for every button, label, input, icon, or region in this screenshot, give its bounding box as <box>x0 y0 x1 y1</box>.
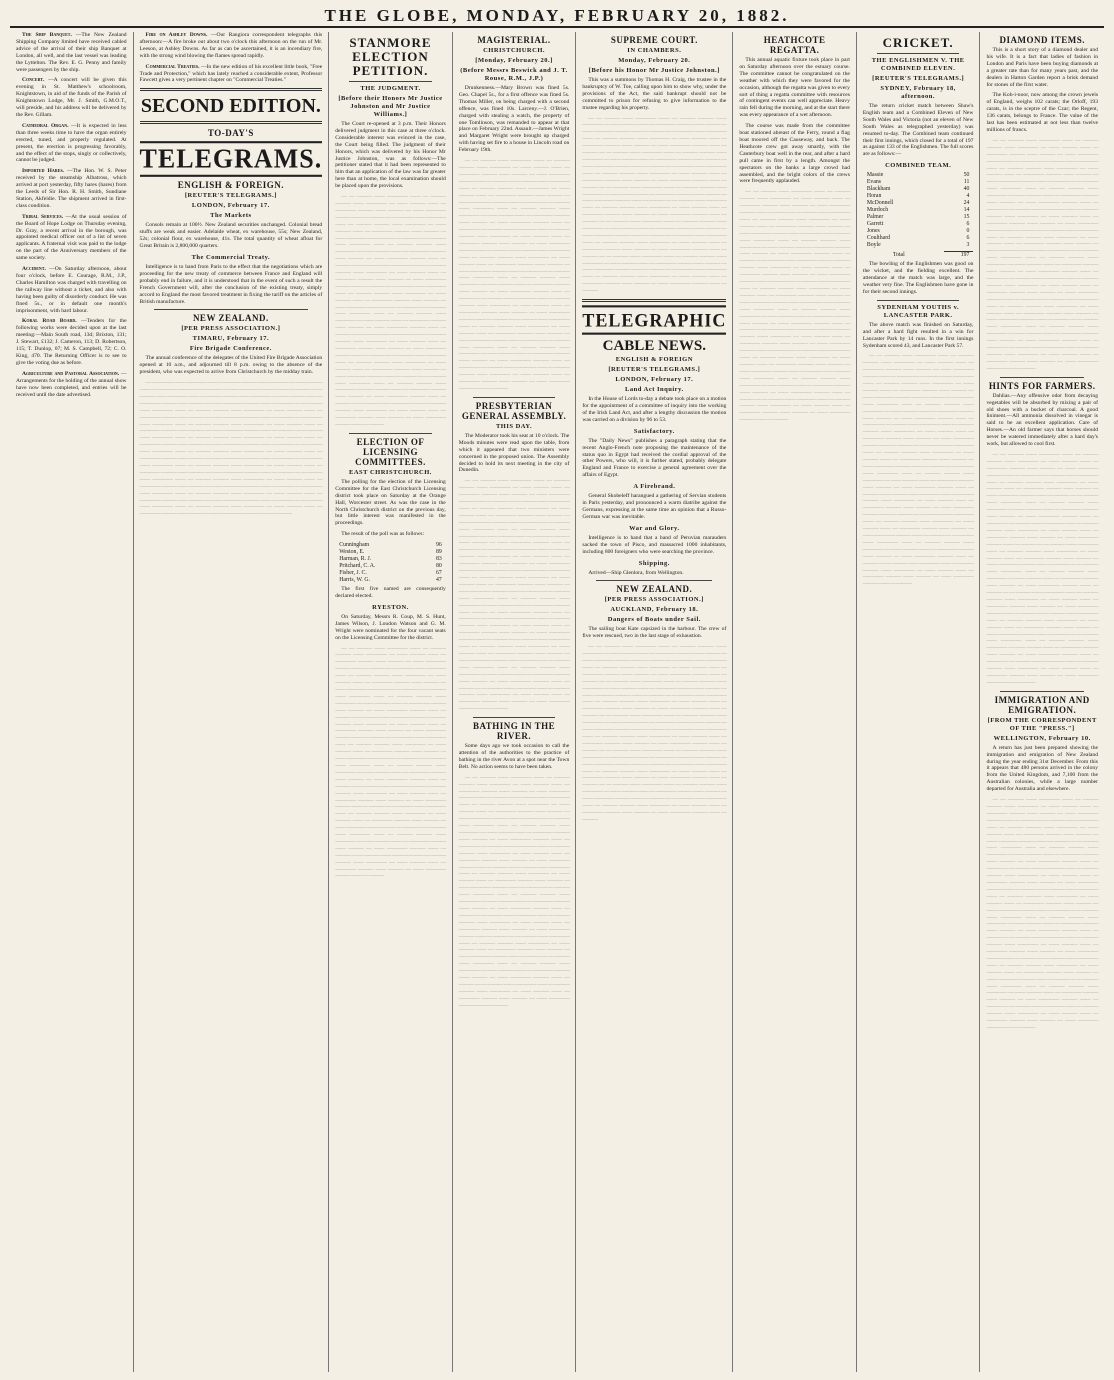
court-date: [Monday, February 20.] <box>475 57 553 64</box>
bathing-text: Some days ago we took occasion to call the attention of the authorities to the practice of bathing in the river Avon at a spot near the Town Belt. No action seems to have been taken. <box>458 743 570 770</box>
article-lead: Fire on Ashley Downs. <box>145 32 208 38</box>
sc-text: This was a summons by Thomas H. Craig, the trustee in the bankruptcy of W. Toe, calling upon him to show why, under the provisions of the Act, the said bankrupt should not be committed to prison for refusing to give information to the trustee regarding his property. <box>582 77 727 111</box>
cable-news-heading: CABLE NEWS. <box>602 338 706 355</box>
col1-article <box>16 318 127 366</box>
table-row <box>863 221 974 228</box>
filler-text: — — ——— —— ———— —— — ——— ——— —— ———— — —— ——— —— — ———— ——— —— ——— — —— ———— ——— —— — ——— — — ——— —— ———— —— — ——— ——— —— ———— — —— ——— —— — ———— ——— —— ——— — —— ———— ——— —— — ——— — — ——— —— ———— —— — ——— ——— —— ———— — —— ——— —— — ———— ——— —— ——— — —— ———— ——— —— — ——— — — ——— —— ———— —— — ——— ——— —— ———— — —— ——— —— — ———— ——— —— ——— — —— ———— ——— —— — ——— — — ——— —— ———— —— — ——— ——— —— ———— — —— ——— —— — ———— ——— —— ——— — —— ———— ——— —— — ——— — — ——— —— ———— —— — ——— ——— —— ———— — —— ——— —— — ———— ——— —— ——— — —— ———— ——— —— — ——— — — ——— —— ———— —— — ——— ——— —— ———— — —— ——— —— — ———— ——— —— ——— — —— ———— ——— —— — ——— — — ——— —— ———— —— — ——— ——— —— ———— — —— ——— —— — ———— ——— —— ——— — —— ———— ——— —— — ——— — — ——— —— ———— —— — ——— ——— —— ———— — —— ——— —— — ———— ——— —— ——— — —— ———— ——— —— — ——— — — ——— —— ———— —— — ——— ——— —— ———— — —— ——— —— — ———— ——— —— ——— — —— ———— ——— —— — ——— <box>458 478 570 713</box>
row-value: 6 <box>966 235 970 242</box>
east-chch-heading: EAST CHRISTCHURCH. <box>349 468 432 476</box>
sc-judge: [Before his Honor Mr Justice Johnston.] <box>588 67 720 74</box>
row-name: Pritchard, C. A. <box>339 563 376 570</box>
table-row <box>863 235 974 242</box>
press-credit-2: [PER PRESS ASSOCIATION.] <box>604 596 704 604</box>
table-row <box>863 172 974 179</box>
row-value: 47 <box>435 577 442 584</box>
sc-date: Monday, February 20. <box>618 57 691 64</box>
col1-article <box>16 214 127 262</box>
row-value: 3 <box>966 242 970 249</box>
war-heading: War and Glory. <box>629 524 680 532</box>
dangers-text: The sailing boat Kate capsized in the harbour. The crew of five were rescued, two in the last stage of exhaustion. <box>582 626 727 640</box>
eng-foreign-heading: ENGLISH & FOREIGN <box>615 356 693 364</box>
presbyterian-heading: PRESBYTERIAN GENERAL ASSEMBLY. <box>461 400 567 421</box>
stanmore-heading: STANMORE ELECTION PETITION. <box>349 35 432 78</box>
row-value: 0 <box>966 228 970 235</box>
table-row <box>863 200 974 207</box>
diamond-text: This is a short story of a diamond dealer and his wife. It is a fact that ladies of fashion in London and Paris have been buying diamonds at a greater rate than for many years past, and the dealers in Hatton Garden report a brisk demand for stones of the first water. <box>986 47 1098 88</box>
article-lead: Koral Road Board. <box>22 318 77 325</box>
sydenham-text: The above match was finished on Saturday, and after a hard fight resulted in a win for Lancaster Park by 14 runs. In the first innings Sydenham scored 43, and Lancaster Park 57. <box>862 321 974 349</box>
article-body: —In the new edition of his excellent little book, "Free Trade and Protection," which has lately reached a considerable extent, Professor Fawcett gives a very pertinent chapter on "Commercial Treaties." <box>139 63 323 84</box>
result-tail: The first five named are consequently declared elected. <box>335 586 446 600</box>
article-lead: Agriculture and Pastoral Association. <box>22 370 120 377</box>
firebrand-heading: A Firebrand. <box>633 483 676 491</box>
table-row <box>863 193 974 200</box>
diamond-heading: DIAMOND ITEMS. <box>999 35 1085 45</box>
sydney-dateline: SYDNEY, February 18, afternoon. <box>880 85 956 100</box>
ryston-heading: RYESTON. <box>372 603 409 611</box>
fire-conference-heading: Fire Brigade Conference. <box>189 345 272 353</box>
row-value: 6 <box>966 221 970 228</box>
table-row <box>863 242 974 249</box>
article-body: —At the usual session of the Board of Hope Lodge on Thursday evening, Dr. Gray, a recent arrival in the borough, was appointed medical officer out of a list of seven applicants. A fraternal visit was paid to the lodge on the part of the Anniversary members of the same society. <box>16 213 127 262</box>
judgment-heading: THE JUDGMENT. <box>360 85 421 92</box>
row-name: Coulthard <box>866 235 891 242</box>
column-5 <box>576 32 733 1372</box>
col1-article <box>16 266 127 314</box>
table-row <box>335 570 446 577</box>
table-row <box>335 577 446 584</box>
table-row <box>863 214 974 221</box>
magisterial-text: Drunkenness.—Mary Brown was fined 5s. Geo. Chapel 5s., for a first offence was fined 5s. Thomas Miller, on being charged with a second offence, was fined 10s. Larceny.—J. O'Brien, charged with stealing a watch, the property of one Tomlinson, was remanded to appear at that place on February 22nd. Assault.—James Wright and Margaret Wright were brought up charged with having set fire to a house in Lincoln road on February 19th. <box>458 85 570 154</box>
filler-text: — — ——— —— ———— —— — ——— ——— —— ———— — —— ——— —— — ———— ——— —— ——— — —— ———— ——— —— — ——— — — ——— —— ———— —— — ——— ——— —— ———— — —— ——— —— — ———— ——— —— ——— — —— ———— ——— —— — ——— — — ——— —— ———— —— — ——— ——— —— ———— — —— ——— —— — ———— ——— —— ——— — —— ———— ——— —— — ——— — — ——— —— ———— —— — ——— ——— —— ———— — —— ——— —— — ———— ——— —— ——— — —— ———— ——— —— — ——— — — ——— —— ———— —— — ——— ——— —— ———— — —— ——— —— — ———— ——— —— ——— — —— ———— ——— —— — ——— — — ——— —— ———— —— — ——— ——— —— ———— — —— ——— —— — ———— ——— —— ——— — —— ———— ——— —— — ——— — — ——— —— ———— —— — ——— ——— —— ———— — —— ——— —— — ———— ——— —— ——— — —— ———— ——— —— — ——— — — ——— —— ———— —— — ——— ——— —— ———— — —— ——— —— — ———— ——— —— ——— — —— ———— ——— —— — ——— — — ——— —— ———— —— — ——— ——— —— ———— — —— ——— —— — ———— ——— —— ——— — —— ———— ——— —— — ——— — — ——— —— ———— —— — ——— ——— —— ———— — —— ——— —— — ———— ——— —— ——— — —— ———— ——— —— — ——— <box>458 774 570 1009</box>
table-row <box>863 228 974 235</box>
col2-article <box>140 64 323 85</box>
article-body: —Our Rangiora correspondent telegraphs this afternoon:—A fire broke out about two o'clock this afternoon on the run of Mr. Leeson, at Ashley Downs. As far as can be ascertained, it is an incendiary fire, with the strong wind blowing the flames spread rapidly. <box>139 32 323 59</box>
london-dateline-2: LONDON, February 17. <box>615 376 694 384</box>
regatta-text: This annual aquatic fixture took place in part on Saturday afternoon over the estuary course. The committee cannot be congratulated on the weather with which they were favored for the occasion, although the regatta was given to every sort of thing a regatta committee with resources of contingent events can well appreciate. Heavy rain fell during the morning, and at the start there was every appearance of a wet afternoon. <box>739 57 850 119</box>
col2-article <box>140 32 323 60</box>
table-row <box>335 549 446 556</box>
markets-heading: The Markets <box>210 212 252 220</box>
row-value: 80 <box>435 563 442 570</box>
article-body: —Tenders for the following works were decided upon at the last meeting:—Main South road, 13d; Brixton, 131; J. Stewart, £132; J. Cameron, 113; D. Robertson, 115; T. Dunlop, 07; M. S. Campbell, 72; C. O. King, 470. The Returning Officer is to see to give the voting due as before. <box>16 318 127 366</box>
licensing-heading: ELECTION OF LICENSING COMMITTEES. <box>355 436 426 467</box>
article-lead: Cathedral Organ. <box>22 122 69 129</box>
filler-text: — — ——— —— ———— —— — ——— ——— —— ———— — —— ——— —— — ———— ——— —— ——— — —— ———— ——— —— — ——— — — ——— —— ———— —— — ——— ——— —— ———— — —— ——— —— — ———— ——— —— ——— — —— ———— ——— —— — ——— — — ——— —— ———— —— — ——— ——— —— ———— — —— ——— —— — ———— ——— —— ——— — —— ———— ——— —— — ——— — — ——— —— ———— —— — ——— ——— —— ———— — —— ——— —— — ———— ——— —— ——— — —— ———— ——— —— — ——— — — ——— —— ———— —— — ——— ——— —— ———— — —— ——— —— — ———— ——— —— ——— — —— ———— ——— —— — ——— — — ——— —— ———— —— — ——— ——— —— ———— — —— ——— —— — ———— ——— —— ——— — —— ———— ——— —— — ——— — — ——— —— ———— —— — ——— ——— —— ———— — —— ——— —— — ———— ——— —— ——— — —— ———— ——— —— — ——— — — ——— —— ———— —— — ——— ——— —— ———— — —— ——— —— — ———— ——— —— ——— — —— ———— ——— —— — ——— — — ——— —— ———— —— — ——— ——— —— ———— — —— ——— —— — ———— ——— —— ——— — —— ———— ——— —— — ——— — — ——— —— ———— —— — ——— ——— —— ———— — —— ——— —— — ———— ——— —— ——— — —— ———— ——— —— — ——— <box>335 194 446 428</box>
masthead-title: THE GLOBE, MONDAY, FEBRUARY 20, 1882. <box>324 6 790 25</box>
treaty-heading: The Commercial Treaty. <box>191 253 271 261</box>
shipping-text: Arrived—Ship Glenlora, from Wellington. <box>588 569 684 576</box>
licensing-text: The polling for the election of the Licensing Committee for the East Christchurch Licensing district took place on Saturday at the Orange Hall, Worcester street. As was the case in the North Christchurch district on the previous day, but little interest was manifested in the proceedings. <box>335 478 446 527</box>
row-value: 89 <box>435 549 442 556</box>
cricket-subheading: THE ENGLISHMEN V. THE COMBINED ELEVEN. <box>871 57 965 72</box>
land-act-text: In the House of Lords to-day a debate took place on a motion for the appointment of a committee of inquiry into the working of the Irish Land Act, and after a lengthy discussion the motion was carried on a division by 96 to 53. <box>582 396 727 423</box>
presbyterian-text: The Moderator took his seat at 10 o'clock. The Moods minutes were read upon the table, from which it appeared that two ministers were concerned in the proposed union. The Assembly decided to hold its next meeting in the city of Dunedin. <box>458 432 570 474</box>
team-heading: COMBINED TEAM. <box>885 162 952 170</box>
column-2 <box>134 32 330 1372</box>
column-1 <box>10 32 134 1372</box>
nz-heading: NEW ZEALAND. <box>192 313 269 324</box>
row-value: 14 <box>963 207 970 214</box>
row-value: 4 <box>966 193 970 200</box>
telegraphic-heading: TELEGRAPHIC <box>582 305 726 334</box>
row-name: Boyle <box>866 242 881 249</box>
nz-heading-2: NEW ZEALAND. <box>616 584 693 595</box>
article-body: —A concert will be given this evening in St. Matthew's schoolroom, Knightstown, in aid of the funds of the Parish of Knightstown Lodge, Mr. J. Smith, G.M.O.T., will preside, and his address will be delivered by the Rev. Gillam. <box>16 77 127 118</box>
table-row <box>863 207 974 214</box>
filler-text: — — ——— —— ———— —— — ——— ——— —— ———— — —— ——— —— — ———— ——— —— ——— — —— ———— ——— —— — ——— — — ——— —— ———— —— — ——— ——— —— ———— — —— ——— —— — ———— ——— —— ——— — —— ———— ——— —— — ——— — — ——— —— ———— —— — ——— ——— —— ———— — —— ——— —— — ———— ——— —— ——— — —— ———— ——— —— — ——— — — ——— —— ———— —— — ——— ——— —— ———— — —— ——— —— — ———— ——— —— ——— — —— ———— ——— —— — ——— — — ——— —— ———— —— — ——— ——— —— ———— — —— ——— —— — ———— ——— —— ——— — —— ———— ——— —— — ——— — — ——— —— ———— —— — ——— ——— —— ———— — —— ——— —— — ———— ——— —— ——— — —— ———— ——— —— — ——— — — ——— —— ———— —— — ——— ——— —— ———— — —— ——— —— — ———— ——— —— ——— — —— ———— ——— —— — ——— — — ——— —— ———— —— — ——— ——— —— ———— — —— ——— —— — ———— ——— —— ——— — —— ———— ——— —— — ——— — — ——— —— ———— —— — ——— ——— —— ———— — —— ——— —— — ———— ——— —— ——— — —— ———— ——— —— — ——— — — ——— —— ———— —— — ——— ——— —— ———— — —— ——— —— — ———— ——— —— ——— — —— ———— ——— —— — ——— <box>458 158 570 392</box>
result-head: The result of the poll was as follows: <box>341 531 425 538</box>
satisfactory-text: The "Daily News" publishes a paragraph stating that the recent Anglo-French note proposing the maintenance of the status quo in Egypt had received the cordial approval of the other Powers, who will, it is further stated, probably delegate England and France to exercise a general agreement over the affairs of Egypt. <box>582 437 727 479</box>
auckland-dateline: AUCKLAND, February 18. <box>610 606 699 614</box>
row-name: Murdoch <box>866 207 889 214</box>
article-lead: Commercial Treaties. <box>145 63 200 70</box>
col1-article <box>16 168 127 209</box>
row-name: Cunningham <box>339 542 370 549</box>
licensing-results-table <box>335 542 446 584</box>
timaru-dateline: TIMARU, February 17. <box>192 335 270 343</box>
reuters-credit-2: [REUTER'S TELEGRAMS.] <box>608 366 701 374</box>
regatta-more: The course was made from the committee boat stationed abreast of the Ferry, round a flag boat moored off the Causeway, and back. The Heathcote crew got away smartly, with the Canterbury boat well in the rear, and after a hard pull came in first by a length. Amongst the spectators on the banks a large crowd had assembled, and the bright colors of the crews were frequently applauded. <box>739 123 850 185</box>
chambers-heading: IN CHAMBERS. <box>627 47 682 54</box>
immigration-text: A return has just been prepared showing the immigration and emigration of New Zealand during the year ending 31st December. From this it appears that 480 persons arrived in the colony from the United Kingdom, and 7,100 from the Australian colonies, while a large number departed for Australia and elsewhere. <box>986 744 1098 793</box>
judges-line: [Before their Honors Mr Justice Johnston and Mr Justice Williams.] <box>338 95 443 118</box>
row-value: 50 <box>963 172 970 179</box>
total-value: 197 <box>944 252 974 260</box>
article-body: —On Saturday afternoon, about four o'clock, before E. Courage, R.M., J.P., Charles Hamilton was charged with travelling on the railway line without a ticket, and also with having been guilty of disorderly conduct. He was fined 5s., or in default one month's imprisonment, with hard labour. <box>16 266 127 314</box>
chch-heading: CHRISTCHURCH. <box>483 47 545 54</box>
immigration-sub: [FROM THE CORRESPONDENT OF THE "PRESS."] <box>987 716 1097 732</box>
land-act-heading: Land Act Inquiry. <box>625 386 684 394</box>
cricket-text: The return cricket match between Shaw's English team and a Combined Eleven of New South Wales and Victoria (not an eleven of New South Wales as telegraphed yesterday) was resumed to-day. The Combined team continued their first innings, which closed for a total of 197 as against 133 of the Englishmen. The full scores are as follows:— <box>862 103 974 158</box>
filler-text: — — ——— —— ———— —— — ——— ——— —— ———— — —— ——— —— — ———— ——— —— ——— — —— ———— ——— —— — ——— — — ——— —— ———— —— — ——— ——— —— ———— — —— ——— —— — ———— ——— —— ——— — —— ———— ——— —— — ——— — — ——— —— ———— —— — ——— ——— —— ———— — —— ——— —— — ———— ——— —— ——— — —— ———— ——— —— — ——— — — ——— —— ———— —— — ——— ——— —— ———— — —— ——— —— — ———— ——— —— ——— — —— ———— ——— —— — ——— — — ——— —— ———— —— — ——— ——— —— ———— — —— ——— —— — ———— ——— —— ——— — —— ———— ——— —— — ——— — — ——— —— ———— —— — ——— ——— —— ———— — —— ——— —— — ———— ——— —— ——— — —— ———— ——— —— — ——— — — ——— —— ———— —— — ——— ——— —— ———— — —— ——— —— — ———— ——— —— ——— — —— ———— ——— —— — ——— — — ——— —— ———— —— — ——— ——— —— ———— — —— ——— —— — ———— ——— —— ——— — —— ———— ——— —— — ——— — — ——— —— ———— —— — ——— ——— —— ———— — —— ——— —— — ———— ——— —— ——— — —— ———— ——— —— — ——— — — ——— —— ———— —— — ——— ——— —— ———— — —— ——— —— — ———— ——— —— ——— — —— ———— ——— —— — ——— <box>986 797 1098 1031</box>
column-3 <box>329 32 453 1372</box>
judgment-text: The Court re-opened at 3 p.m. Their Honors delivered judgment in this case at three o'clock. Considerable interest was evinced in the case, the Court being filled. The judgment of their Honors, which was delivered by his Honor Mr Justice Johnston, was as follows:—The petitioner stated that it had been represented to him that an application of the law was far greater here than at home, the local examination should be placed upon the provisions. <box>335 121 446 190</box>
cricket-total <box>863 251 974 259</box>
shipping-heading: Shipping. <box>638 559 670 567</box>
col1-article <box>16 77 127 118</box>
treaty-text: Intelligence is to hand from Paris to the effect that the negotiations which are proceeding for the new treaty of commerce between France and England will probably end in failure, and it is understood that in the event of such a result the French Government will, after the conclusion of the existing treaty, simply accord to England the most favored treatment in fixing the tariff on the articles of British manufacture. <box>139 263 323 305</box>
filler-text: — — ——— —— ———— —— — ——— ——— —— ———— — —— ——— —— — ———— ——— —— ——— — —— ———— ——— —— — ——— — — ——— —— ———— —— — ——— ——— —— ———— — —— ——— —— — ———— ——— —— ——— — —— ———— ——— —— — ——— — — ——— —— ———— —— — ——— ——— —— ———— — —— ——— —— — ———— ——— —— ——— — —— ———— ——— —— — ——— — — ——— —— ———— —— — ——— ——— —— ———— — —— ——— —— — ———— ——— —— ——— — —— ———— ——— —— — ——— — — ——— —— ———— —— — ——— ——— —— ———— — —— ——— —— — ———— ——— —— ——— — —— ———— ——— —— — ——— — — ——— —— ———— —— — ——— ——— —— ———— — —— ——— —— — ———— ——— —— ——— — —— ———— ——— —— — ——— — — ——— —— ———— —— — ——— ——— —— ———— — —— ——— —— — ———— ——— —— ——— — —— ———— ——— —— — ——— — — ——— —— ———— —— — ——— ——— —— ———— — —— ——— —— — ———— ——— —— ——— — —— ———— ——— —— — ——— — — ——— —— ———— —— — ——— ——— —— ———— — —— ——— —— — ———— ——— —— ——— — —— ———— ——— —— — ——— — — ——— —— ———— —— — ——— ——— —— ———— — —— ——— —— — ———— ——— —— ——— — —— ———— ——— —— — ——— <box>582 644 727 823</box>
table-row <box>335 563 446 570</box>
dangers-heading: Dangers of Boats under Sail. <box>607 616 701 624</box>
col1-article <box>16 371 127 399</box>
row-value: 40 <box>963 186 970 193</box>
total-label: Total <box>892 252 905 258</box>
supreme-court-heading: SUPREME COURT. <box>610 35 698 45</box>
second-edition-heading: SECOND EDITION. <box>140 95 321 118</box>
fire-conference-text: The annual conference of the delegates of the United Fire Brigade Association opened at 10 a.m., and adjourned till 8 p.m. owing to the absence of the president, who was expected to arrive from Christchurch by the midday train. <box>139 355 323 376</box>
markets-text: Consols remain at 100½. New Zealand securities unchanged. Colonial bread stuffs are weak and easier. Adelaide wheat, ex warehouse, 55s; New Zealand, 52s; colonial flour, ex warehouse, 41s. The total quantity of wheat afloat for Great Britain is 2,800,000 quarters. <box>139 222 323 250</box>
table-row <box>335 556 446 563</box>
row-value: 11 <box>963 179 970 186</box>
row-value: 83 <box>435 556 442 563</box>
filler-text: — — ——— —— ———— —— — ——— ——— —— ———— — —— ——— —— — ———— ——— —— ——— — —— ———— ——— —— — ——— — — ——— —— ———— —— — ——— ——— —— ———— — —— ——— —— — ———— ——— —— ——— — —— ———— ——— —— — ——— — — ——— —— ———— —— — ——— ——— —— ———— — —— ——— —— — ———— ——— —— ——— — —— ———— ——— —— — ——— — — ——— —— ———— —— — ——— ——— —— ———— — —— ——— —— — ———— ——— —— ——— — —— ———— ——— —— — ——— — — ——— —— ———— —— — ——— ——— —— ———— — —— ——— —— — ———— ——— —— ——— — —— ———— ——— —— — ——— — — ——— —— ———— —— — ——— ——— —— ———— — —— ——— —— — ———— ——— —— ——— — —— ———— ——— —— — ——— — — ——— —— ———— —— — ——— ——— —— ———— — —— ——— —— — ———— ——— —— ——— — —— ———— ——— —— — ——— — — ——— —— ———— —— — ——— ——— —— ———— — —— ——— —— — ———— ——— —— ——— — —— ———— ——— —— — ——— — — ——— —— ———— —— — ——— ——— —— ———— — —— ——— —— — ———— ——— —— ——— — —— ———— ——— —— — ——— — — ——— —— ———— —— — ——— ——— —— ———— — —— ——— —— — ———— ——— —— ——— — —— ———— ——— —— — ——— <box>139 380 323 518</box>
after-text: The bowling of the Englishmen was good on the wicket, and the fielding excellent. The attendance at the match was large, and the weather very fine. The Englishmen have gone in for their second innings. <box>862 261 974 295</box>
row-name: Blackham <box>866 186 891 193</box>
press-association-credit: [PER PRESS ASSOCIATION.] <box>181 325 281 333</box>
reuter-credit-3: [REUTER'S TELEGRAMS.] <box>872 75 965 82</box>
article-body: —The New Zealand Shipping Company limited have received cabled advice of the arrival of their ship Banquet at London, all well, and the last vessel was leading the Lyttelton. The Rev. E. G. Penny and family were passengers by the ship. <box>16 32 127 73</box>
filler-text: — — ——— —— ———— —— — ——— ——— —— ———— — —— ——— —— — ———— ——— —— ——— — —— ———— ——— —— — ——— — — ——— —— ———— —— — ——— ——— —— ———— — —— ——— —— — ———— ——— —— ——— — —— ———— ——— —— — ——— — — ——— —— ———— —— — ——— ——— —— ———— — —— ——— —— — ———— ——— —— ——— — —— ———— ——— —— — ——— — — ——— —— ———— —— — ——— ——— —— ———— — —— ——— —— — ———— ——— —— ——— — —— ———— ——— —— — ——— — — ——— —— ———— —— — ——— ——— —— ———— — —— ——— —— — ———— ——— —— ——— — —— ———— ——— —— — ——— — — ——— —— ———— —— — ——— ——— —— ———— — —— ——— —— — ———— ——— —— ——— — —— ———— ——— —— — ——— — — ——— —— ———— —— — ——— ——— —— ———— — —— ——— —— — ———— ——— —— ——— — —— ———— ——— —— — ——— — — ——— —— ———— —— — ——— ——— —— ———— — —— ——— —— — ———— ——— —— ——— — —— ———— ——— —— — ——— — — ——— —— ———— —— — ——— ——— —— ———— — —— ——— —— — ———— ——— —— ——— — —— ———— ——— —— — ——— — — ——— —— ———— —— — ——— ——— —— ———— — —— ——— —— — ———— ——— —— ——— — —— ———— ——— —— — ——— <box>862 353 974 588</box>
row-value: 24 <box>963 200 970 207</box>
article-lead: Tribal Services. <box>22 213 64 220</box>
satisfactory-heading: Satisfactory. <box>633 427 675 435</box>
row-value: 15 <box>963 214 970 221</box>
article-body: —Arrangements for the holding of the annual show have now been completed, and entries will be received until the date advertised. <box>16 370 127 398</box>
ryston-text: On Saturday, Messrs R. Coup, M. S. Hunt, James Wilson, J. Loudon Watson and G. M. Wright were nominated for the four vacant seats on the Licensing Committee for the district. <box>335 613 446 641</box>
row-value: 96 <box>435 542 442 549</box>
row-name: Horan <box>866 193 882 200</box>
magisterial-heading: MAGISTERIAL. <box>477 35 551 45</box>
table-row <box>863 179 974 186</box>
telegrams-heading: TELEGRAMS. <box>140 141 323 177</box>
hints-heading: HINTS FOR FARMERS. <box>988 380 1096 391</box>
table-row <box>335 542 446 549</box>
row-name: Garrett <box>866 221 884 228</box>
cricket-heading: CRICKET. <box>882 35 954 50</box>
filler-text: — — ——— —— ———— —— — ——— ——— —— ———— — —— ——— —— — ———— ——— —— ——— — —— ———— ——— —— — ——— — — ——— —— ———— —— — ——— ——— —— ———— — —— ——— —— — ———— ——— —— ——— — —— ———— ——— —— — ——— — — ——— —— ———— —— — ——— ——— —— ———— — —— ——— —— — ———— ——— —— ——— — —— ———— ——— —— — ——— — — ——— —— ———— —— — ——— ——— —— ———— — —— ——— —— — ———— ——— —— ——— — —— ———— ——— —— — ——— — — ——— —— ———— —— — ——— ——— —— ———— — —— ——— —— — ———— ——— —— ——— — —— ———— ——— —— — ——— — — ——— —— ———— —— — ——— ——— —— ———— — —— ——— —— — ———— ——— —— ——— — —— ———— ——— —— — ——— — — ——— —— ———— —— — ——— ——— —— ———— — —— ——— —— — ———— ——— —— ——— — —— ———— ——— —— — ——— — — ——— —— ———— —— — ——— ——— —— ———— — —— ——— —— — ———— ——— —— ——— — —— ———— ——— —— — ——— — — ——— —— ———— —— — ——— ——— —— ———— — —— ——— —— — ———— ——— —— ——— — —— ———— ——— —— — ——— — — ——— —— ———— —— — ——— ——— —— ———— — —— ——— —— — ———— ——— —— ——— — —— ———— ——— —— — ——— <box>582 115 727 295</box>
heathcote-heading: HEATHCOTE REGATTA. <box>763 35 826 55</box>
row-name: McDonnell <box>866 200 894 207</box>
column-6 <box>733 32 857 1372</box>
row-name: Palmer <box>866 214 884 221</box>
diamond-more: The Koh-i-noor, now among the crown jewels of England, weighs 102 carats; the Orloff, 193 carats, is in the sceptre of the Czar; the Regent, 136 carats, belongs to France. The value of the last has been estimated at not less than twelve millions of francs. <box>986 92 1098 133</box>
war-text: Intelligence is to hand that a band of Peruvian marauders sacked the town of Pisco, and massacred 1000 inhabitants, including 800 foreigners who were searching the province. <box>582 534 727 555</box>
columns <box>10 32 1104 1372</box>
article-body: —The Hon. W. S. Peter received by the steamship Albatross, which arrived at port yesterday, fifty hares (hares) from the Leeds of Sir Hon. R. H. Smith, Sundiane Station, Akfeldie. The shipment arrived in first-class condition. <box>16 168 127 209</box>
row-name: Harman, R. J. <box>339 556 372 563</box>
immigration-heading: IMMIGRATION AND EMIGRATION. <box>994 694 1090 715</box>
article-lead: Concert. <box>22 77 45 84</box>
row-name: Evans <box>866 179 882 186</box>
column-7 <box>857 32 981 1372</box>
article-lead: Accident. <box>22 266 46 273</box>
bathing-heading: BATHING IN THE RIVER. <box>472 721 556 742</box>
firebrand-text: General Skobeleff harangued a gathering of Servian students in Paris yesterday, and pronounced a warm diatribe against the Germans, expressing at the same time an opinion that a Russo-German war was inevitable. <box>582 493 727 520</box>
reuters-credit: [REUTER'S TELEGRAMS.] <box>184 192 277 200</box>
row-name: Weston, E. <box>339 549 365 556</box>
table-row <box>863 186 974 193</box>
todays-heading: TO-DAY'S <box>207 128 254 139</box>
masthead <box>10 6 1104 28</box>
filler-text: — — ——— —— ———— —— — ——— ——— —— ———— — —— ——— —— — ———— ——— —— ——— — —— ———— ——— —— — ——— — — ——— —— ———— —— — ——— ——— —— ———— — —— ——— —— — ———— ——— —— ——— — —— ———— ——— —— — ——— — — ——— —— ———— —— — ——— ——— —— ———— — —— ——— —— — ———— ——— —— ——— — —— ———— ——— —— — ——— — — ——— —— ———— —— — ——— ——— —— ———— — —— ——— —— — ———— ——— —— ——— — —— ———— ——— —— — ——— — — ——— —— ———— —— — ——— ——— —— ———— — —— ——— —— — ———— ——— —— ——— — —— ———— ——— —— — ——— — — ——— —— ———— —— — ——— ——— —— ———— — —— ——— —— — ———— ——— —— ——— — —— ———— ——— —— — ——— — — ——— —— ———— —— — ——— ——— —— ———— — —— ——— —— — ———— ——— —— ——— — —— ———— ——— —— — ——— — — ——— —— ———— —— — ——— ——— —— ———— — —— ——— —— — ———— ——— —— ——— — —— ———— ——— —— — ——— — — ——— —— ———— —— — ——— ——— —— ———— — —— ——— —— — ———— ——— —— ——— — —— ———— ——— —— — ——— — — ——— —— ———— —— — ——— ——— —— ———— — —— ——— —— — ———— ——— —— ——— — —— ———— ——— —— — ——— <box>739 189 850 424</box>
filler-text: — — ——— —— ———— —— — ——— ——— —— ———— — —— ——— —— — ———— ——— —— ——— — —— ———— ——— —— — ——— — — ——— —— ———— —— — ——— ——— —— ———— — —— ——— —— — ———— ——— —— ——— — —— ———— ——— —— — ——— — — ——— —— ———— —— — ——— ——— —— ———— — —— ——— —— — ———— ——— —— ——— — —— ———— ——— —— — ——— — — ——— —— ———— —— — ——— ——— —— ———— — —— ——— —— — ———— ——— —— ——— — —— ———— ——— —— — ——— — — ——— —— ———— —— — ——— ——— —— ———— — —— ——— —— — ———— ——— —— ——— — —— ———— ——— —— — ——— — — ——— —— ———— —— — ——— ——— —— ———— — —— ——— —— — ———— ——— —— ——— — —— ———— ——— —— — ——— — — ——— —— ———— —— — ——— ——— —— ———— — —— ——— —— — ———— ——— —— ——— — —— ———— ——— —— — ——— — — ——— —— ———— —— — ——— ——— —— ———— — —— ——— —— — ———— ——— —— ——— — —— ———— ——— —— — ——— — — ——— —— ———— —— — ——— ——— —— ———— — —— ——— —— — ———— ——— —— ——— — —— ———— ——— —— — ——— — — ——— —— ———— —— — ——— ——— —— ———— — —— ——— —— — ———— ——— —— ——— — —— ———— ——— —— — ——— <box>986 137 1098 372</box>
col1-article <box>16 32 127 73</box>
filler-text: — — ——— —— ———— —— — ——— ——— —— ———— — —— ——— —— — ———— ——— —— ——— — —— ———— ——— —— — ——— — — ——— —— ———— —— — ——— ——— —— ———— — —— ——— —— — ———— ——— —— ——— — —— ———— ——— —— — ——— — — ——— —— ———— —— — ——— ——— —— ———— — —— ——— —— — ———— ——— —— ——— — —— ———— ——— —— — ——— — — ——— —— ———— —— — ——— ——— —— ———— — —— ——— —— — ———— ——— —— ——— — —— ———— ——— —— — ——— — — ——— —— ———— —— — ——— ——— —— ———— — —— ——— —— — ———— ——— —— ——— — —— ———— ——— —— — ——— — — ——— —— ———— —— — ——— ——— —— ———— — —— ——— —— — ———— ——— —— ——— — —— ———— ——— —— — ——— — — ——— —— ———— —— — ——— ——— —— ———— — —— ——— —— — ———— ——— —— ——— — —— ———— ——— —— — ——— — — ——— —— ———— —— — ——— ——— —— ———— — —— ——— —— — ———— ——— —— ——— — —— ———— ——— —— — ——— — — ——— —— ———— —— — ——— ——— —— ———— — —— ——— —— — ———— ——— —— ——— — —— ———— ——— —— — ——— — — ——— —— ———— —— — ——— ——— —— ———— — —— ——— —— — ———— ——— —— ——— — —— ———— ——— —— — ——— <box>986 451 1098 686</box>
this-day-heading: THIS DAY. <box>495 422 533 430</box>
article-lead: Imported Hares. <box>22 168 64 175</box>
sydenham-heading: SYDENHAM YOUTHS v. LANCASTER PARK. <box>877 303 960 319</box>
wellington-dateline: WELLINGTON, February 10. <box>993 734 1091 742</box>
hints-text: Dahlias.—Any offensive odor from decaying vegetables will be absorbed by mixing a pair of old shoes with a bucket of charcoal. A good liniment.—All ammonia dissolved in vinegar is said to be an excellent application. Care of Horses.—An old farmer says that horses should never be watered immediately after a hard day's work, but allowed to cool first. <box>986 392 1098 448</box>
row-name: Harris, W. G. <box>339 577 370 584</box>
row-name: Fisher, J. C. <box>339 570 367 577</box>
english-foreign-heading: ENGLISH & FOREIGN. <box>177 180 284 191</box>
filler-text: — — ——— —— ———— —— — ——— ——— —— ———— — —— ——— —— — ———— ——— —— ——— — —— ———— ——— —— — ——— — — ——— —— ———— —— — ——— ——— —— ———— — —— ——— —— — ———— ——— —— ——— — —— ———— ——— —— — ——— — — ——— —— ———— —— — ——— ——— —— ———— — —— ——— —— — ———— ——— —— ——— — —— ———— ——— —— — ——— — — ——— —— ———— —— — ——— ——— —— ———— — —— ——— —— — ———— ——— —— ——— — —— ———— ——— —— — ——— — — ——— —— ———— —— — ——— ——— —— ———— — —— ——— —— — ———— ——— —— ——— — —— ———— ——— —— — ——— — — ——— —— ———— —— — ——— ——— —— ———— — —— ——— —— — ———— ——— —— ——— — —— ———— ——— —— — ——— — — ——— —— ———— —— — ——— ——— —— ———— — —— ——— —— — ———— ——— —— ——— — —— ———— ——— —— — ——— — — ——— —— ———— —— — ——— ——— —— ———— — —— ——— —— — ———— ——— —— ——— — —— ———— ——— —— — ——— — — ——— —— ———— —— — ——— ——— —— ———— — —— ——— —— — ———— ——— —— ——— — —— ———— ——— —— — ——— — — ——— —— ———— —— — ——— ——— —— ———— — —— ——— —— — ———— ——— —— ——— — —— ———— ——— —— — ——— <box>335 645 446 880</box>
column-8 <box>980 32 1104 1372</box>
cricket-score-table <box>863 172 974 249</box>
row-value: 67 <box>435 570 442 577</box>
london-dateline: LONDON, February 17. <box>191 202 270 210</box>
col1-article <box>16 123 127 164</box>
row-name: Massie <box>866 172 884 179</box>
article-body: —It is expected in less than three weeks time to have the organ entirely erected, tuned, and properly regulated. At present, the erection is progressing favorably, and the effect of the stops, singly or collectively, cannot be judged. <box>16 122 127 164</box>
bench-line: (Before Messrs Beswick and J. T. Rouse, R.M., J.P.) <box>460 67 568 82</box>
row-name: Jones <box>866 228 880 235</box>
column-4 <box>453 32 577 1372</box>
article-lead: The Ship Banquet. <box>22 32 72 38</box>
